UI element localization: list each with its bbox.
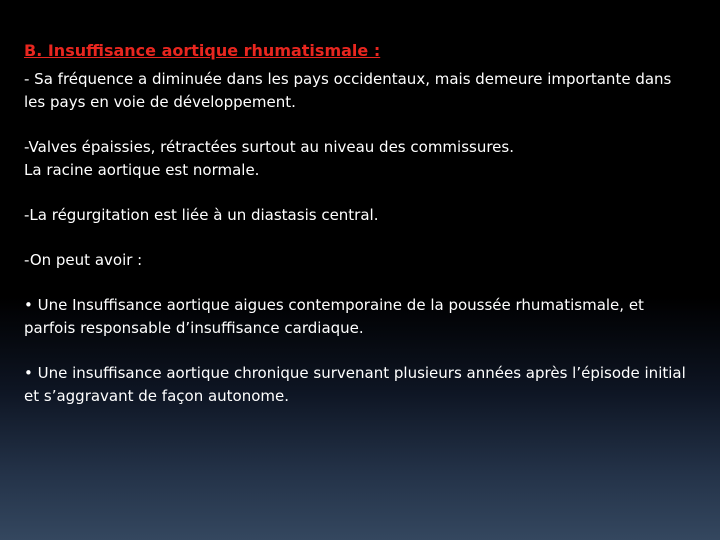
slide-content: [24, 40, 694, 408]
paragraph-intro-list: -On peut avoir :: [24, 251, 143, 269]
spacer: [24, 340, 694, 362]
spacer: [24, 114, 694, 136]
spacer: [24, 182, 694, 204]
slide-title: B. Insuffisance aortique rhumatismale :: [24, 41, 381, 60]
bullet-acute: • Une Insuffisance aortique aigues contemporaine de la poussée rhumatismale, et parfois responsable d’insuffisance cardiaque.: [24, 296, 644, 337]
bullet-chronic: • Une insuffisance aortique chronique survenant plusieurs années après l’épisode initial et s’aggravant de façon autonome.: [24, 364, 686, 405]
spacer: [24, 227, 694, 249]
paragraph-valves: -Valves épaissies, rétractées surtout au niveau des commissures.: [24, 138, 514, 156]
spacer: [24, 272, 694, 294]
paragraph-aortic-root: La racine aortique est normale.: [24, 161, 260, 179]
paragraph-regurgitation: -La régurgitation est liée à un diastasis central.: [24, 206, 379, 224]
paragraph-frequency: - Sa fréquence a diminuée dans les pays occidentaux, mais demeure importante dans les pays en voie de développement.: [24, 70, 672, 111]
